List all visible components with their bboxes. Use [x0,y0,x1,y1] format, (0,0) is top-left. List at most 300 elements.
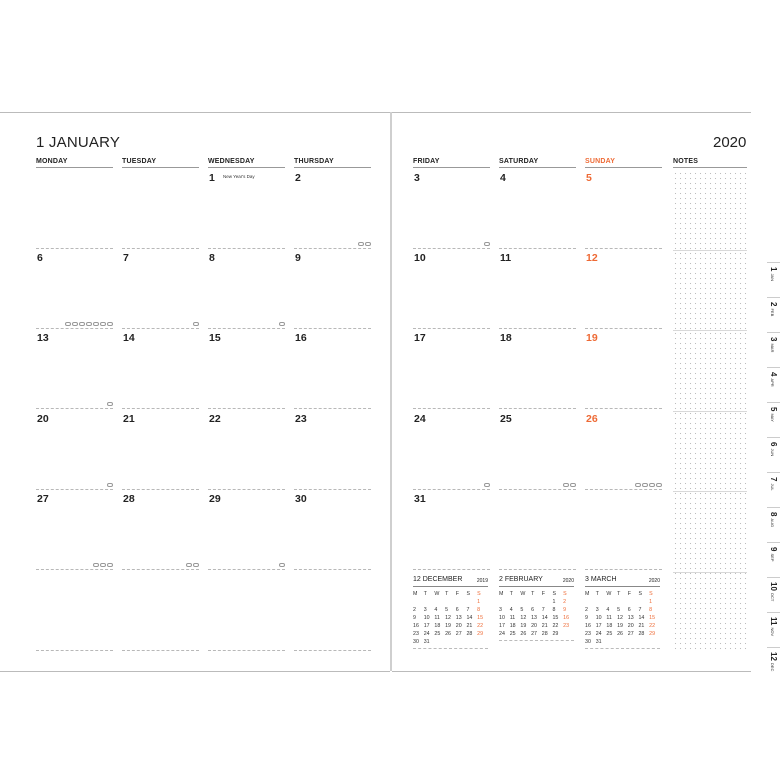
moon-icon [570,483,576,487]
mini-day [596,598,607,606]
day-cell[interactable] [208,572,285,651]
day-number: 9 [295,252,301,264]
mini-day: 6 [627,607,631,613]
day-writing-line [208,489,285,490]
moon-icon [100,322,106,326]
mini-weekday: M [413,591,418,597]
day-writing-line [294,489,371,490]
mini-weekday: S [477,591,481,597]
day-cell[interactable] [36,572,113,651]
mini-day: 13 [627,615,634,621]
day-cell[interactable] [499,330,576,409]
day-number: 8 [209,252,215,264]
day-cell[interactable] [499,250,576,329]
day-number: 2 [295,172,301,184]
day-number: 19 [586,332,598,344]
moon-icon [635,483,641,487]
mini-weekday: S [638,591,642,597]
mini-day: 5 [445,607,449,613]
weekday-header-line [413,167,490,168]
day-writing-line [36,248,113,249]
mini-calendar-month: 2 FEBRUARY [499,576,543,583]
day-number: 17 [414,332,426,344]
day-number: 14 [123,332,135,344]
day-cell[interactable] [294,330,371,409]
day-writing-line [499,328,576,329]
day-cell[interactable] [122,572,199,651]
mini-day: 12 [617,615,623,621]
mini-day: 27 [455,631,462,637]
mini-day: 16 [413,623,419,629]
month-tab-label: 5MAY [769,407,778,422]
moon-phase-icons [484,242,490,246]
day-cell[interactable] [122,330,199,409]
day-number: 23 [295,413,307,425]
month-title: 1 JANUARY [36,134,121,151]
mini-day: 1 [552,599,556,605]
day-cell[interactable] [208,411,285,490]
mini-day [638,638,649,646]
mini-day: 21 [541,623,548,629]
day-writing-line [122,328,199,329]
moon-icon [656,483,662,487]
moon-icon [365,242,371,246]
mini-day: 14 [541,615,548,621]
day-cell[interactable] [585,491,662,570]
mini-day [638,598,649,606]
day-writing-line [294,328,371,329]
day-number: 25 [500,413,512,425]
mini-day: 28 [638,631,645,637]
day-number: 10 [414,252,426,264]
mini-day: 9 [585,615,588,621]
month-tab-abbr: MAR [770,343,775,353]
mini-calendar-year: 2020 [648,578,660,584]
day-writing-line [208,408,285,409]
mini-day: 27 [627,631,634,637]
holiday-label: New Year's Day [223,174,255,179]
weekday-header: WEDNESDAY [208,158,255,165]
mini-day: 4 [434,607,438,613]
mini-weekday: W [520,591,526,597]
day-number: 5 [586,172,592,184]
mini-day: 22 [552,623,559,629]
month-tab-abbr: MAY [770,413,775,422]
mini-weekday: M [499,591,504,597]
day-writing-line [294,408,371,409]
mini-day [617,598,628,606]
day-cell[interactable] [208,491,285,570]
moon-icon [93,563,99,567]
weekday-header-line [36,167,113,168]
day-cell[interactable] [208,250,285,329]
mini-day: 12 [520,615,527,621]
day-writing-line [122,569,199,570]
month-tab-label: 12DEC [769,652,778,672]
mini-day: 25 [434,631,441,637]
day-cell[interactable] [36,170,113,249]
day-number: 13 [37,332,49,344]
moon-phase-icons [279,563,285,567]
moon-icon [279,322,285,326]
moon-icon [86,322,92,326]
mini-day: 15 [649,615,656,621]
day-number: 26 [586,413,598,425]
month-tab-jul[interactable] [767,472,780,507]
mini-day: 4 [606,607,610,613]
mini-weekday: S [466,591,470,597]
day-cell[interactable] [413,250,490,329]
day-writing-line [499,569,576,570]
day-writing-line [413,328,490,329]
month-tab-jun[interactable] [767,437,780,472]
moon-icon [358,242,364,246]
moon-phase-icons [358,242,371,246]
month-tab-aug[interactable] [767,507,780,542]
moon-icon [642,483,648,487]
day-writing-line [585,248,662,249]
mini-day: 13 [531,615,537,621]
day-number: 12 [586,252,598,264]
day-writing-line [294,569,371,570]
month-tab-oct[interactable] [767,577,780,612]
moon-icon [279,563,285,567]
moon-icon [93,322,99,326]
moon-icon [107,322,113,326]
mini-day [649,638,660,646]
notes-separator [673,250,747,251]
mini-day: 10 [499,615,505,621]
mini-day [585,598,596,606]
month-tab-label: 3MAR [769,337,778,353]
month-tab-jan[interactable] [767,262,780,297]
mini-day: 8 [552,607,556,613]
mini-day: 2 [585,607,588,613]
mini-day: 3 [499,607,502,613]
mini-day: 24 [423,631,430,637]
weekday-header-line [294,167,371,168]
mini-day: 18 [434,623,441,629]
mini-weekday: T [617,591,621,597]
day-writing-line [36,328,113,329]
day-writing-line [122,650,199,651]
weekday-header-line [122,167,199,168]
mini-day [510,598,521,606]
mini-day: 18 [606,623,613,629]
mini-day: 21 [466,623,473,629]
moon-phase-icons [186,563,199,567]
day-writing-line [585,569,662,570]
mini-day: 3 [595,607,599,613]
day-writing-line [499,489,576,490]
month-tab-feb[interactable] [767,297,780,332]
mini-day: 24 [499,631,505,637]
day-cell[interactable] [208,330,285,409]
mini-day: 1 [649,599,653,605]
mini-day: 31 [423,639,430,645]
mini-day [434,638,445,646]
mini-day: 19 [520,623,527,629]
day-cell[interactable] [413,411,490,490]
notes-header-line [673,167,747,168]
mini-day: 30 [413,639,419,645]
month-tab-abbr: AUG [770,518,775,528]
mini-day: 1 [477,599,481,605]
moon-icon [107,563,113,567]
mini-day: 15 [552,615,559,621]
mini-day: 6 [455,607,459,613]
day-number: 7 [123,252,129,264]
mini-day: 10 [423,615,430,621]
day-number: 20 [37,413,49,425]
day-number: 11 [500,252,512,264]
day-cell[interactable] [585,170,662,249]
mini-day [606,638,617,646]
day-writing-line [36,569,113,570]
mini-calendar [499,576,574,641]
mini-day: 26 [520,631,527,637]
mini-calendar-table [499,590,574,638]
mini-day: 26 [445,631,451,637]
mini-weekday: W [434,591,440,597]
mini-day: 20 [455,623,462,629]
day-cell[interactable] [294,170,371,249]
moon-phase-icons [279,322,285,326]
month-tab-label: 6JUN [769,442,778,457]
mini-day: 23 [563,623,570,629]
day-writing-line [585,328,662,329]
month-tab-label: 7JUL [769,477,778,491]
mini-day: 11 [509,615,516,621]
mini-calendar-table [585,590,660,646]
mini-calendar-title [413,576,488,587]
mini-day [531,598,542,606]
mini-day [445,598,456,606]
mini-day: 13 [455,615,462,621]
moon-icon [193,563,199,567]
moon-icon [563,483,569,487]
month-tab-abbr: FEB [770,308,775,317]
mini-day [542,598,553,606]
mini-weekday: T [423,591,427,597]
moon-icon [100,563,106,567]
day-cell[interactable] [499,170,576,249]
day-cell[interactable] [413,330,490,409]
month-tab-abbr: NOV [770,627,775,637]
day-writing-line [122,408,199,409]
day-writing-line [208,328,285,329]
mini-day [413,598,424,606]
mini-day: 29 [649,631,656,637]
mini-day: 20 [627,623,634,629]
mini-weekday: F [627,591,631,597]
moon-icon [649,483,655,487]
day-cell[interactable] [36,250,113,329]
day-cell[interactable] [585,330,662,409]
mini-calendar-month: 3 MARCH [585,576,617,583]
month-tab-label: 4APR [769,372,778,387]
mini-calendar-title [585,576,660,587]
moon-phase-icons [635,483,662,487]
mini-weekday: F [541,591,545,597]
day-writing-line [585,408,662,409]
mini-day: 9 [563,607,567,613]
mini-day [434,598,445,606]
day-cell[interactable] [122,411,199,490]
mini-weekday: W [606,591,612,597]
mini-weekday: S [552,591,556,597]
mini-calendar-table [413,590,488,646]
mini-day [499,598,510,606]
day-cell[interactable] [36,330,113,409]
day-writing-line [122,248,199,249]
mini-day: 28 [466,631,473,637]
mini-day [628,598,639,606]
month-tab-abbr: JUN [770,448,775,457]
month-tab-sep[interactable] [767,542,780,577]
day-number: 16 [295,332,307,344]
mini-day: 22 [477,623,484,629]
day-writing-line [122,489,199,490]
day-cell[interactable] [122,250,199,329]
mini-day: 26 [617,631,623,637]
mini-day [424,598,435,606]
mini-day: 22 [649,623,656,629]
mini-day: 30 [585,639,591,645]
mini-day: 23 [413,631,419,637]
day-writing-line [585,489,662,490]
moon-icon [484,242,490,246]
moon-phase-icons [484,483,490,487]
mini-day: 7 [466,607,470,613]
month-tab-abbr: JUL [770,483,775,491]
mini-day: 29 [552,631,559,637]
mini-day: 7 [541,607,545,613]
day-cell[interactable] [499,491,576,570]
mini-calendar-year: 2020 [562,578,574,584]
mini-day: 5 [617,607,621,613]
mini-day: 9 [413,615,416,621]
mini-day: 17 [423,623,430,629]
day-cell[interactable] [413,170,490,249]
mini-day: 16 [585,623,591,629]
moon-phase-icons [107,483,113,487]
mini-calendar-year: 2019 [476,578,488,584]
mini-calendar-line [413,648,488,649]
notes-separator [673,491,747,492]
day-cell[interactable] [499,411,576,490]
day-cell[interactable] [585,411,662,490]
moon-phase-icons [563,483,576,487]
moon-phase-icons [193,322,199,326]
day-writing-line [499,408,576,409]
mini-weekday: S [563,591,567,597]
day-number: 4 [500,172,506,184]
mini-calendar-month: 12 DECEMBER [413,576,463,583]
weekday-header: THURSDAY [294,158,334,165]
mini-calendar [413,576,488,649]
mini-calendar-title [499,576,574,587]
day-cell[interactable] [413,491,490,570]
month-tab-nov[interactable] [767,612,780,647]
day-cell[interactable] [294,572,371,651]
day-number: 29 [209,493,221,505]
month-tab-may[interactable] [767,402,780,437]
month-tab-apr[interactable] [767,367,780,402]
mini-day: 14 [638,615,645,621]
mini-weekday: F [455,591,459,597]
day-writing-line [208,650,285,651]
weekday-header-line [499,167,576,168]
day-cell[interactable] [294,250,371,329]
day-cell[interactable] [585,250,662,329]
mini-day: 16 [563,615,570,621]
day-cell[interactable] [122,170,199,249]
mini-day [477,638,488,646]
mini-day: 3 [423,607,427,613]
weekday-header: FRIDAY [413,158,440,165]
weekday-header-line [585,167,662,168]
mini-day: 8 [649,607,653,613]
weekday-header: TUESDAY [122,158,157,165]
day-number: 24 [414,413,426,425]
moon-icon [193,322,199,326]
month-tab-mar[interactable] [767,332,780,367]
moon-icon [484,483,490,487]
mini-weekday: T [531,591,535,597]
day-cell[interactable] [36,411,113,490]
day-writing-line [413,408,490,409]
mini-weekday: T [595,591,599,597]
mini-day: 5 [520,607,524,613]
mini-weekday: T [445,591,449,597]
month-tab-dec[interactable] [767,647,780,682]
mini-day: 12 [445,615,451,621]
moon-icon [65,322,71,326]
mini-day: 8 [477,607,481,613]
day-writing-line [36,650,113,651]
day-cell[interactable] [294,411,371,490]
day-cell[interactable] [208,170,285,249]
day-number: 31 [414,493,426,505]
month-tab-label: 2FEB [769,302,778,317]
day-writing-line [36,489,113,490]
year-title: 2020 [713,134,747,151]
moon-icon [186,563,192,567]
day-number: 1 [209,172,215,184]
mini-day [606,598,617,606]
day-writing-line [294,248,371,249]
day-writing-line [36,408,113,409]
moon-phase-icons [65,322,113,326]
mini-day: 19 [445,623,451,629]
day-writing-line [413,569,490,570]
mini-day: 14 [466,615,473,621]
mini-day: 28 [541,631,548,637]
day-cell[interactable] [122,491,199,570]
mini-calendar-line [499,640,574,641]
mini-day: 24 [595,631,602,637]
weekday-header: SUNDAY [585,158,616,165]
mini-calendar [585,576,660,649]
day-cell[interactable] [294,491,371,570]
mini-day: 31 [595,639,602,645]
notes-separator [673,330,747,331]
day-cell[interactable] [36,491,113,570]
mini-day [466,598,477,606]
mini-day: 23 [585,631,591,637]
mini-day: 21 [638,623,645,629]
